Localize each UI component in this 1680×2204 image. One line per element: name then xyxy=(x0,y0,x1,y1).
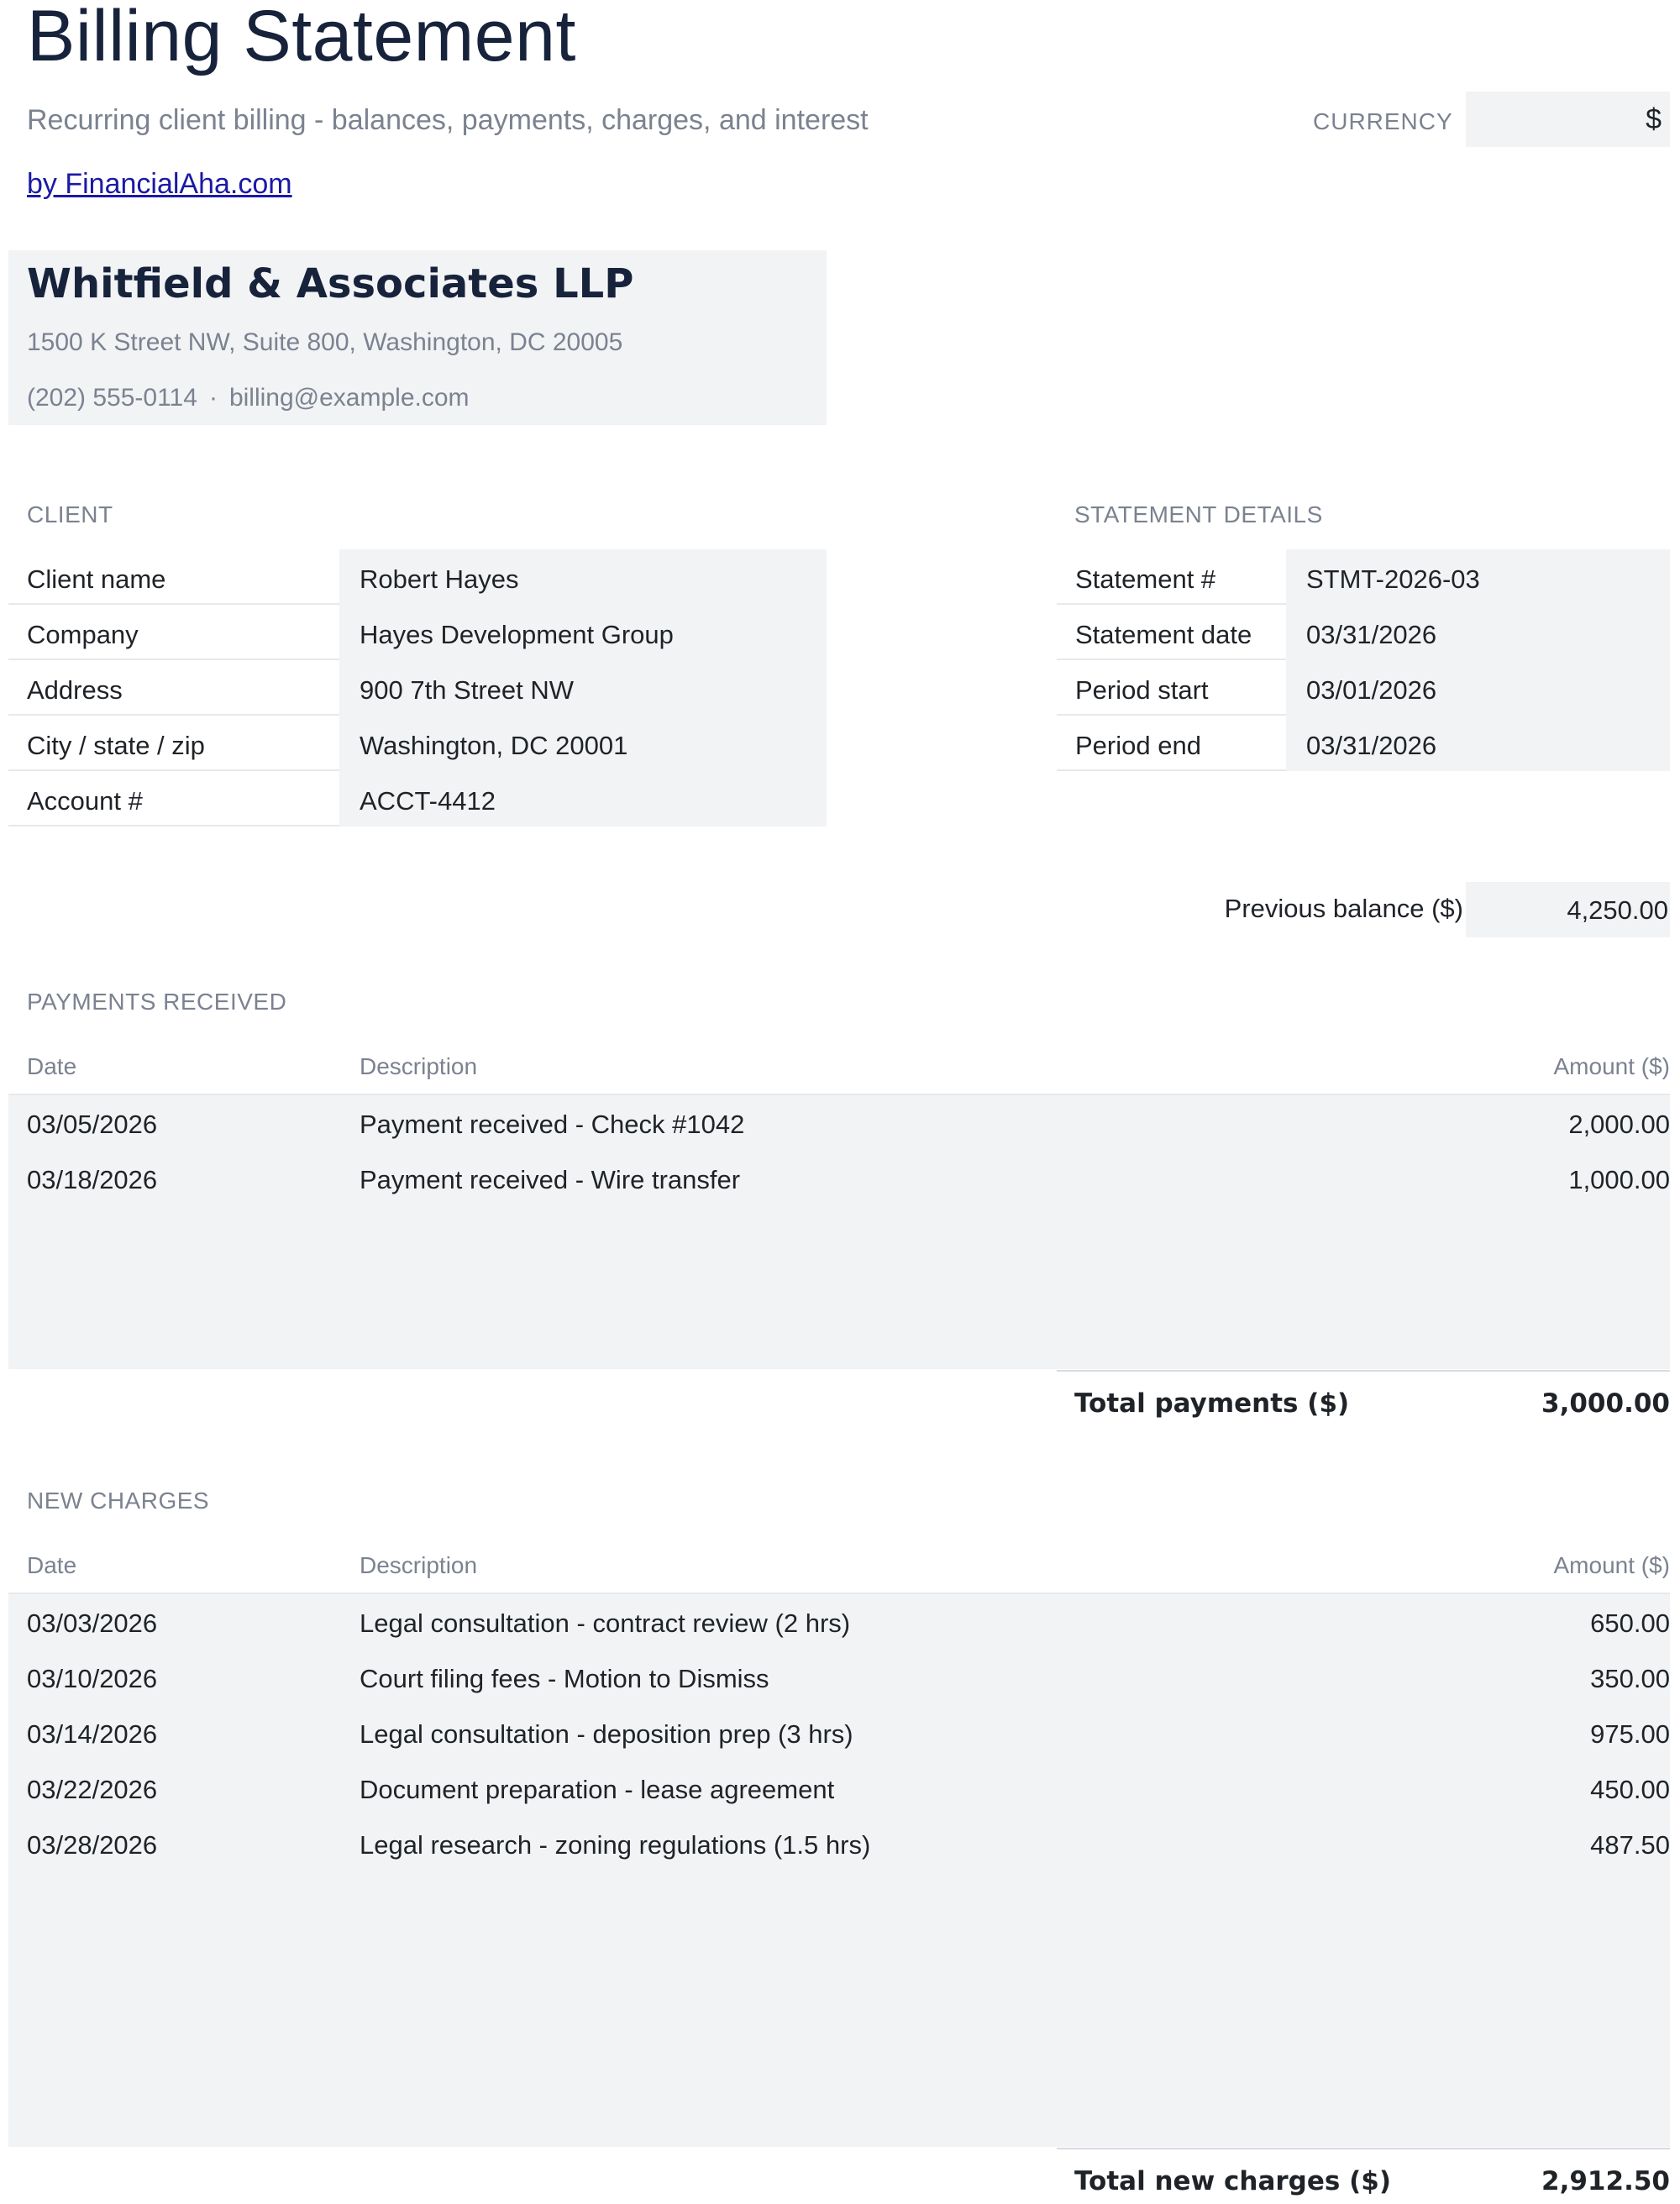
charge-date-cell[interactable]: 03/28/2026 xyxy=(27,1830,158,1860)
charge-date-cell[interactable]: 03/14/2026 xyxy=(27,1719,158,1749)
client-field-label: Company xyxy=(8,605,339,660)
payment-date-cell[interactable]: 03/05/2026 xyxy=(27,1110,158,1139)
byline-link[interactable]: by FinancialAha.com xyxy=(27,168,292,200)
statement-field-label: Period end xyxy=(1057,716,1286,771)
charges-description-header: Description xyxy=(360,1552,478,1578)
firm-address[interactable]: 1500 K Street NW, Suite 800, Washington, DC 20005 xyxy=(27,328,623,356)
client-account-field[interactable]: ACCT-4412 xyxy=(339,771,827,826)
payment-date-cell[interactable]: 03/18/2026 xyxy=(27,1165,158,1194)
payments-total-divider xyxy=(1057,1370,1670,1372)
client-name-field[interactable]: Robert Hayes xyxy=(339,549,827,605)
previous-balance-label: Previous balance ($) xyxy=(1224,894,1463,923)
statement-field-label: Statement # xyxy=(1057,549,1286,605)
currency-label: CURRENCY xyxy=(1313,108,1453,134)
client-field-label: Client name xyxy=(8,549,339,605)
client-address-field[interactable]: 900 7th Street NW xyxy=(339,660,827,716)
client-field-label: Address xyxy=(8,660,339,716)
charges-date-header: Date xyxy=(27,1552,77,1578)
statement-number-field[interactable]: STMT-2026-03 xyxy=(1286,549,1670,605)
charges-section-label: NEW CHARGES xyxy=(27,1488,210,1514)
currency-input[interactable]: $ xyxy=(1466,92,1670,147)
period-end-field[interactable]: 03/31/2026 xyxy=(1286,716,1670,771)
contact-separator: · xyxy=(208,384,218,412)
statement-section-label: STATEMENT DETAILS xyxy=(1074,501,1323,527)
total-charges-value: 2,912.50 xyxy=(1541,2166,1670,2196)
payment-amount-cell[interactable]: 2,000.00 xyxy=(1568,1110,1670,1139)
charge-description-cell[interactable]: Court filing fees - Motion to Dismiss xyxy=(360,1664,769,1693)
charges-amount-header: Amount ($) xyxy=(1553,1552,1670,1578)
client-field-label: Account # xyxy=(8,771,339,826)
charge-date-cell[interactable]: 03/03/2026 xyxy=(27,1608,158,1638)
firm-phone[interactable]: (202) 555-0114 xyxy=(27,384,197,412)
client-company-field[interactable]: Hayes Development Group xyxy=(339,605,827,660)
total-payments-value: 3,000.00 xyxy=(1541,1388,1670,1419)
charge-amount-cell[interactable]: 650.00 xyxy=(1590,1608,1670,1638)
charge-date-cell[interactable]: 03/22/2026 xyxy=(27,1775,158,1804)
payments-date-header: Date xyxy=(27,1053,77,1079)
payments-section-label: PAYMENTS RECEIVED xyxy=(27,989,287,1015)
statement-field-label: Period start xyxy=(1057,660,1286,716)
charge-description-cell[interactable]: Legal consultation - contract review (2 hrs) xyxy=(360,1608,851,1638)
charges-total-divider xyxy=(1057,2148,1670,2149)
firm-contact xyxy=(27,384,470,412)
previous-balance-field[interactable]: 4,250.00 xyxy=(1466,882,1670,937)
client-city-field[interactable]: Washington, DC 20001 xyxy=(339,716,827,771)
statement-field-label: Statement date xyxy=(1057,605,1286,660)
payment-amount-cell[interactable]: 1,000.00 xyxy=(1568,1165,1670,1194)
charge-amount-cell[interactable]: 450.00 xyxy=(1590,1775,1670,1804)
charge-description-cell[interactable]: Document preparation - lease agreement xyxy=(360,1775,835,1804)
client-section-label: CLIENT xyxy=(27,501,113,527)
page-title: Billing Statement xyxy=(27,0,576,76)
firm-email[interactable]: billing@example.com xyxy=(228,384,470,412)
charge-description-cell[interactable]: Legal research - zoning regulations (1.5 hrs) xyxy=(360,1830,871,1860)
payments-amount-header: Amount ($) xyxy=(1553,1053,1670,1079)
charge-amount-cell[interactable]: 975.00 xyxy=(1590,1719,1670,1749)
total-charges-label: Total new charges ($) xyxy=(1074,2166,1392,2196)
page-subtitle: Recurring client billing - balances, payments, charges, and interest xyxy=(27,104,869,136)
charge-description-cell[interactable]: Legal consultation - deposition prep (3 hrs) xyxy=(360,1719,853,1749)
payment-description-cell[interactable]: Payment received - Check #1042 xyxy=(360,1110,745,1139)
period-start-field[interactable]: 03/01/2026 xyxy=(1286,660,1670,716)
total-payments-label: Total payments ($) xyxy=(1074,1388,1350,1419)
charge-date-cell[interactable]: 03/10/2026 xyxy=(27,1664,158,1693)
firm-name[interactable]: Whitfield & Associates LLP xyxy=(27,260,634,307)
charge-amount-cell[interactable]: 350.00 xyxy=(1590,1664,1670,1693)
charge-amount-cell[interactable]: 487.50 xyxy=(1590,1830,1670,1860)
payments-description-header: Description xyxy=(360,1053,478,1079)
statement-date-field[interactable]: 03/31/2026 xyxy=(1286,605,1670,660)
client-field-label: City / state / zip xyxy=(8,716,339,771)
payment-description-cell[interactable]: Payment received - Wire transfer xyxy=(360,1165,741,1194)
